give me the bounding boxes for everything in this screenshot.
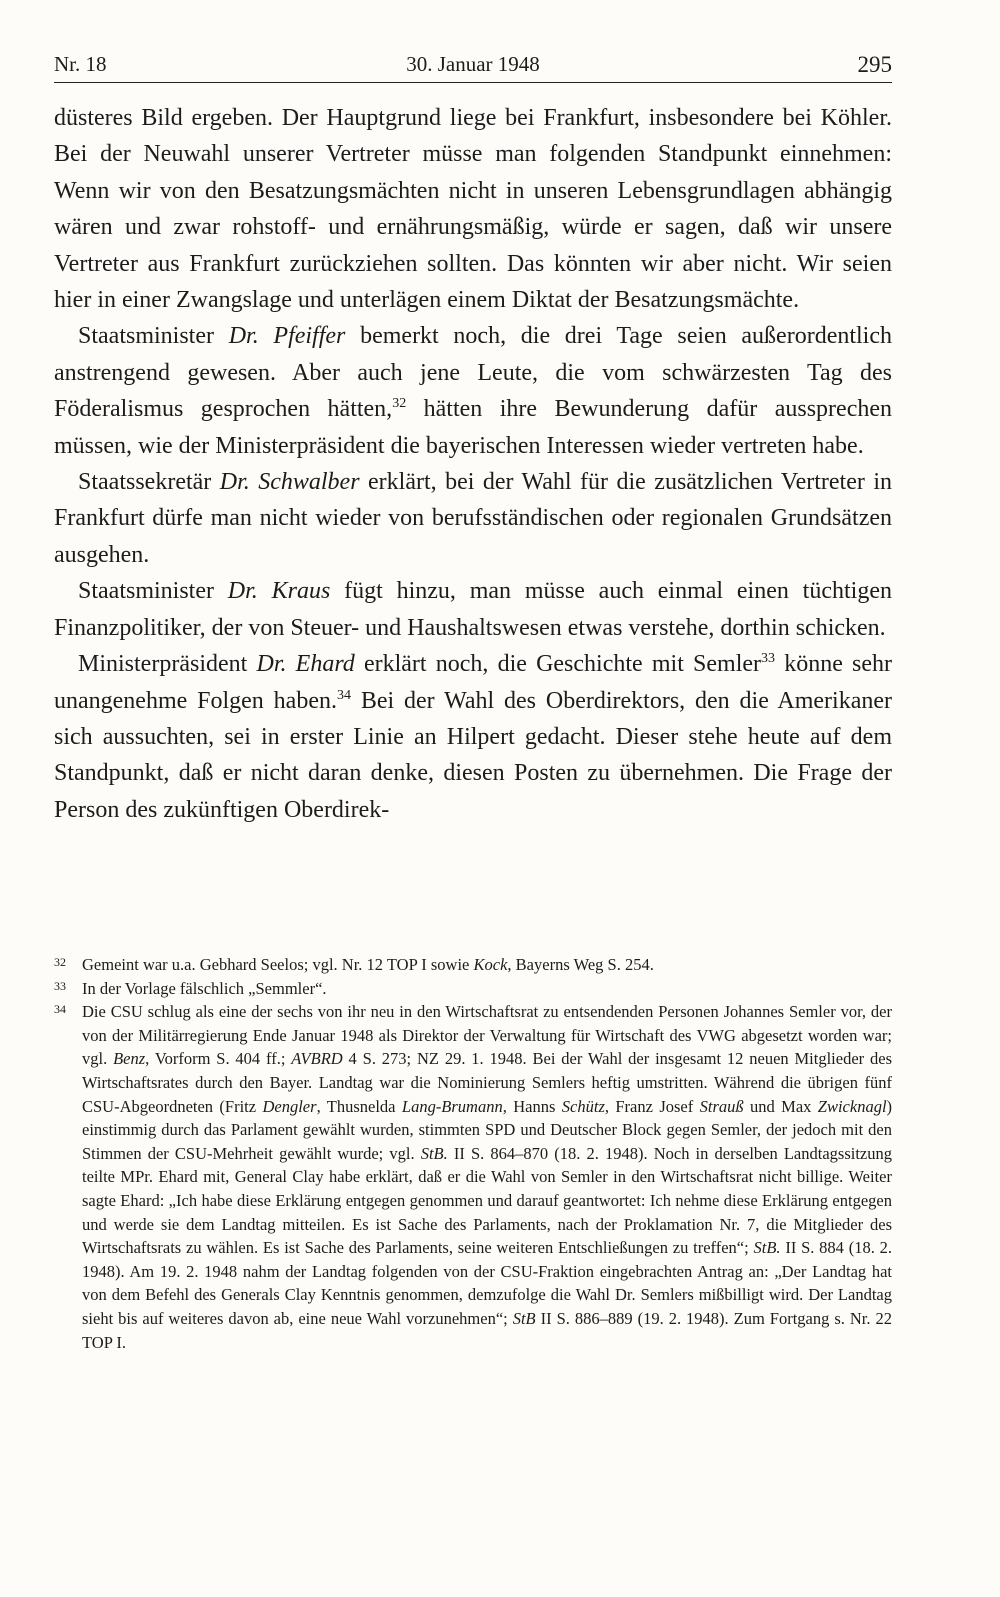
text-run: Bei der Wahl des Oberdirektors, den die Amerikaner sich aussuchten, sei in erster Linie an Hilpert gedacht. Dieser stehe heute auf dem Standpunkt, daß er nicht daran denke, diesen Posten zu übernehmen. Die Frage der Person des zukünftigen Oberdirek- <box>54 687 893 823</box>
page-number: 295 <box>857 52 892 77</box>
footnote-reference: 34 <box>336 687 351 703</box>
italic-name: Kock <box>473 955 508 974</box>
italic-name: Dr. Kraus <box>227 578 331 605</box>
text-run: erklärt noch, die Geschichte mit Semler <box>354 651 762 678</box>
paragraph <box>54 573 892 646</box>
text-run: düsteres Bild ergeben. Der Hauptgrund liege bei Frankfurt, insbesondere bei Köhler. Bei der Neuwahl unserer Vertreter müsse man folgenden Standpunkt einnehmen: Wenn wir von den Besatzungsmächten nicht in unseren Lebensgrundlagen abhängig wären und zwar rohstoff- und ernährungsmäßig, würde er sagen, daß wir unsere Vertreter aus Frankfurt zurückziehen sollten. Das könnten wir aber nicht. Wir seien hier in einer Zwangslage und unterlägen einem Diktat der Besatzungsmächte. <box>54 105 892 314</box>
text-run: 4 S. 273; NZ 29. 1. 1948. Bei der Wahl der insgesamt 12 neuen Mitglieder des Wirtschaftsrates durch den Bayer. Landtag war die Nominierung Semlers heftig umstritten. Während die übrigen fünf CSU-Abgeordneten (Fritz <box>82 1049 892 1116</box>
italic-name: AVBRD <box>291 1049 343 1069</box>
footnotes <box>54 953 892 1354</box>
text-run: bemerkt noch, die drei Tage seien außerordentlich anstrengend gewesen. Aber auch jene Leute, die vom schwärzesten Tag des Föderalismus gesprochen hätten, <box>54 323 892 423</box>
text-run: , Vorform S. 404 ff.; <box>145 1049 292 1069</box>
text-run: II S. 884 (18. 2. 1948). Am 19. 2. 1948 nahm der Landtag folgenden von der CSU-Fraktion eingebrachten Antrag an: „Der Landtag hat von dem Befehl des Generals Clay Kenntnis genommen, demzufolge die Wahl Dr. Semlers mißbilligt wird. Der Landtag sieht bis auf weiteres davon ab, eine neue Wahl vorzunehmen“; <box>82 1238 892 1328</box>
text-run: und Max <box>743 1096 818 1116</box>
text-run: In der Vorlage fälschlich „Semmler“. <box>82 978 327 998</box>
italic-name: Zwicknagl <box>817 1096 887 1116</box>
italic-name: Dr. Schwalber <box>219 469 360 496</box>
running-header <box>54 48 892 83</box>
footnote-reference: 32 <box>392 396 407 412</box>
italic-name: StB. <box>753 1238 781 1258</box>
text-run: könne sehr unangenehme Folgen haben. <box>54 651 892 714</box>
italic-name: Dr. Pfeiffer <box>228 323 346 350</box>
paragraph <box>54 464 892 573</box>
paragraph <box>54 100 892 318</box>
text-run: II S. 864–870 (18. 2. 1948). Noch in derselben Landtagssitzung teilte MPr. Ehard mit, General Clay habe erklärt, daß er die Wahl von Semler in den Wirtschaftsrat nicht billige. Weiter sagte Ehard: „Ich habe diese Erklärung entgegen genommen und darauf geantwortet: Ich nehme diese Erklärung entgegen und werde sie dem Landtag mitteilen. Es ist Sache des Parlaments, nach der Proklamation Nr. 7, die Mitglieder des Wirtschaftsrats zu wählen. Es ist Sache des Parlaments, seine weiteren Entschließungen zu treffen“; <box>82 1143 892 1258</box>
text-run: Gemeint war u.a. Gebhard Seelos; vgl. Nr. 12 TOP I sowie <box>82 955 474 974</box>
text-run: hätten ihre Bewunderung dafür aussprechen müssen, wie der Ministerpräsident die bayerischen Interessen wieder vertreten habe. <box>54 396 892 459</box>
document-number: Nr. 18 <box>54 52 107 76</box>
text-run: fügt hinzu, man müsse auch einmal einen tüchtigen Finanzpolitiker, der von Steuer- und Haushaltswesen etwas verstehe, dorthin schicken. <box>54 578 892 641</box>
text-run: Staatsminister <box>78 578 228 605</box>
paragraph <box>54 646 892 828</box>
paragraph <box>54 318 892 464</box>
text-run: Die CSU schlug als eine der sechs von ihr neu in den Wirtschaftsrat zu entsendenden Personen Johannes Semler vor, der von der Militärregierung Ende Januar 1948 als Direktor der Verwaltung für Wirtschaft des VWG abgesetzt worden war; vgl. <box>82 1002 892 1069</box>
text-run: Staatssekretär <box>78 469 220 496</box>
italic-name: StB <box>512 1308 536 1328</box>
italic-name: Schütz <box>561 1096 605 1116</box>
italic-name: StB. <box>420 1143 448 1163</box>
text-run: erklärt, bei der Wahl für die zusätzlichen Vertreter in Frankfurt dürfe man nicht wieder von berufsständischen oder regionalen Grundsätzen ausgehen. <box>54 469 892 568</box>
text-run: II S. 886–889 (19. 2. 1948). Zum Fortgang s. Nr. 22 TOP I. <box>82 1308 892 1352</box>
footnote-number: 33 <box>54 978 66 993</box>
footnote <box>54 977 892 1001</box>
main-text <box>54 100 892 828</box>
italic-name: Strauß <box>699 1096 744 1116</box>
text-run: Ministerpräsident <box>78 651 257 678</box>
text-run: ) einstimmig durch das Parlament gewählt wurden, stimmten SPD und Deutscher Block gegen Semler, der jedoch mit den Stimmen der CSU-Mehrheit gewählt wurde; vgl. <box>82 1096 893 1163</box>
italic-name: Dr. Ehard <box>256 651 355 678</box>
text-run: , Franz Josef <box>604 1096 700 1116</box>
text-run: Staatsminister <box>78 323 229 350</box>
text-run: , Hanns <box>502 1096 562 1116</box>
footnote-number: 32 <box>54 955 66 969</box>
footnote <box>54 953 892 977</box>
text-run: , Thusnelda <box>316 1096 402 1116</box>
footnote-reference: 33 <box>761 651 776 667</box>
italic-name: Benz <box>113 1049 146 1069</box>
italic-name: Dengler <box>262 1096 317 1116</box>
footnote <box>54 1000 892 1354</box>
text-run: , Bayerns Weg S. 254. <box>507 955 654 974</box>
header-date: 30. Januar 1948 <box>406 52 540 76</box>
italic-name: Lang-Brumann <box>401 1096 503 1116</box>
footnote-number: 34 <box>54 1002 66 1017</box>
